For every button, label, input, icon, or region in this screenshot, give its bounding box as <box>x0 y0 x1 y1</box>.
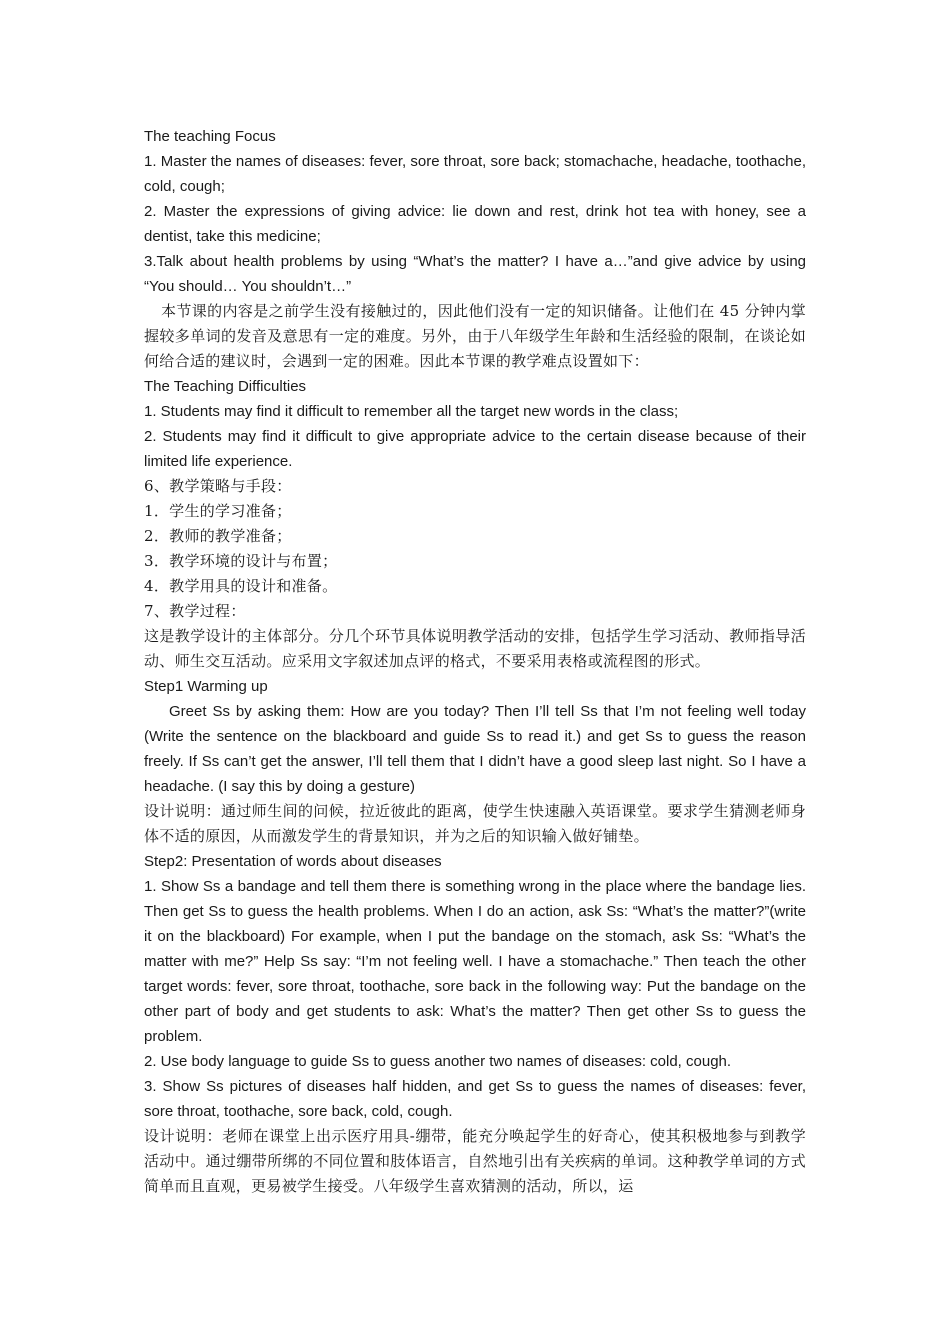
focus-item-1: 1. Master the names of diseases: fever, sore throat, sore back; stomachache, headache, toothache, cold, cough; <box>144 153 806 195</box>
heading-teaching-focus: The teaching Focus <box>144 128 276 145</box>
strategy-item-4: 4．教学用具的设计和准备。 <box>144 577 338 595</box>
step2-heading: Step2: Presentation of words about diseases <box>144 853 442 870</box>
section-7-heading: 7、教学过程： <box>144 602 246 620</box>
difficulty-intro-paragraph: 本节课的内容是之前学生没有接触过的，因此他们没有一定的知识储备。让他们在 45 分钟内掌握较多单词的发音及意思有一定的难度。另外，由于八年级学生年龄和生活经验的限制，在谈论如何给合适的建议时，会遇到一定的困难。因此本节课的教学难点设置如下： <box>144 302 806 370</box>
difficulty-item-1: 1. Students may find it difficult to remember all the target new words in the class; <box>144 403 679 420</box>
focus-item-3: 3.Talk about health problems by using “What’s the matter? I have a…”and give advice by using “You should… You shouldn’t…” <box>144 253 806 295</box>
strategy-item-1: 1．学生的学习准备； <box>144 502 292 520</box>
document-page <box>144 124 806 1199</box>
process-intro-paragraph: 这是教学设计的主体部分。分几个环节具体说明教学活动的安排，包括学生学习活动、教师指导活动、师生交互活动。应采用文字叙述加点评的格式，不要采用表格或流程图的形式。 <box>144 627 806 670</box>
step2-item-1: 1. Show Ss a bandage and tell them there is something wrong in the place where the bandage lies. Then get Ss to guess the health problems. When I do an action, ask Ss: “What’s the matter?”(write it on the blackboard) For example, when I put the bandage on the stomach, ask Ss: “What’s the matter with me?” Help Ss say: “I’m not feeling well. I have a stomachache.” Then teach the other target words: fever, sore throat, toothache, sore back in the following way: Put the bandage on the other part of body and get students to ask: What’s the matter? Then get other Ss to guess the problem. <box>144 878 806 1045</box>
step2-item-3: 3. Show Ss pictures of diseases half hidden, and get Ss to guess the names of diseases: fever, sore throat, toothache, sore back, cold, cough. <box>144 1078 806 1120</box>
step1-heading: Step1 Warming up <box>144 678 268 695</box>
difficulty-item-2: 2. Students may find it difficult to give appropriate advice to the certain disease because of their limited life experience. <box>144 428 806 470</box>
focus-item-2: 2. Master the expressions of giving advice: lie down and rest, drink hot tea with honey, see a dentist, take this medicine; <box>144 203 806 245</box>
heading-teaching-difficulties: The Teaching Difficulties <box>144 378 307 395</box>
step2-item-2: 2. Use body language to guide Ss to guess another two names of diseases: cold, cough. <box>144 1053 732 1070</box>
step1-design-note: 设计说明：通过师生间的问候，拉近彼此的距离，使学生快速融入英语课堂。要求学生猜测老师身体不适的原因，从而激发学生的背景知识，并为之后的知识输入做好铺垫。 <box>144 802 806 845</box>
strategy-item-2: 2．教师的教学准备； <box>144 527 292 545</box>
strategy-item-3: 3．教学环境的设计与布置； <box>144 552 338 570</box>
step2-design-note: 设计说明：老师在课堂上出示医疗用具-绷带，能充分唤起学生的好奇心，使其积极地参与到教学活动中。通过绷带所绑的不同位置和肢体语言，自然地引出有关疾病的单词。这种教学单词的方式简单而且直观，更易被学生接受。八年级学生喜欢猜测的活动，所以，运 <box>144 1127 806 1195</box>
section-6-heading: 6、教学策略与手段： <box>144 477 292 495</box>
step1-paragraph: Greet Ss by asking them: How are you today? Then I’ll tell Ss that I’m not feeling well today (Write the sentence on the blackboard and guide Ss to read it.) and get Ss to guess the reason freely. If Ss can’t get the answer, I’ll tell them that I didn’t have a good sleep last night. So I have a headache. (I say this by doing a gesture) <box>144 703 806 795</box>
